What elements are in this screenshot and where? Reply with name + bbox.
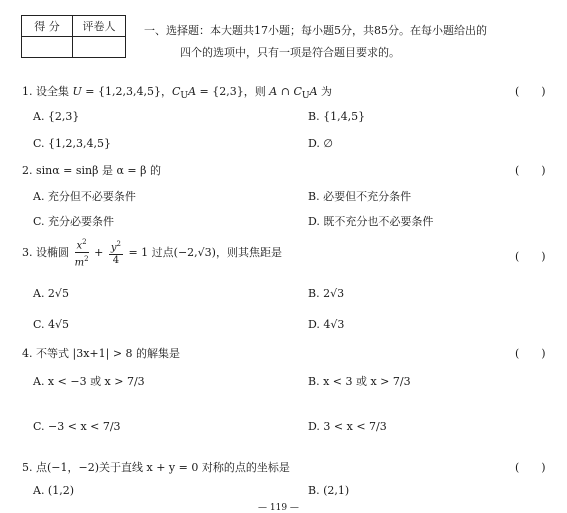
answer-paren-5: ( ) [515,461,546,474]
q2-option-b: B. 必要但不充分条件 [308,190,412,203]
q5-option-a: A. (1,2) [33,484,75,497]
q5-option-b: B. (2,1) [308,484,350,497]
q2-option-c: C. 充分必要条件 [33,215,115,228]
q4-option-d: D. 3 < x < 7/3 [308,420,387,433]
fraction-y2-4: $\frac{y^2}{4}$ [110,240,121,267]
fraction-x2-m2: $\frac{x^2}{m^2}$ [74,238,89,269]
instructions-line-1: 一、选择题：本大题共17小题；每小题5分，共85分。在每小题给出的 [144,24,487,37]
answer-paren-4: ( ) [515,347,546,360]
q2-option-d: D. 既不充分也不必要条件 [308,215,434,228]
answer-paren-3: ( ) [515,250,546,263]
q1-option-a: A. {2,3} [33,110,80,123]
answer-paren-2: ( ) [515,164,546,177]
question-5-stem: 5. 点(−1，−2)关于直线 x + y = 0 对称的点的坐标是 [22,461,290,474]
page-number: — 119 — [258,503,299,513]
question-2-stem: 2. sinα = sinβ 是 α = β 的 [22,164,161,177]
instructions-line-2: 四个的选项中，只有一项是符合题目要求的。 [180,46,400,59]
grader-cell [73,37,126,58]
q3-option-d: D. 4√3 [308,318,345,331]
q1-option-c: C. {1,2,3,4,5} [33,137,111,150]
q4-option-c: C. −3 < x < 7/3 [33,420,121,433]
question-1-stem: 1. 设全集 U = {1,2,3,4,5}，$C_UA = \{2,3\}$，则 A ∩ $C_UA$ 为 [22,85,333,102]
question-4-stem: 4. 不等式 |3x+1| > 8 的解集是 [22,347,181,360]
score-table [21,15,126,58]
q3-option-a: A. 2√5 [33,287,69,300]
q3-option-c: C. 4√5 [33,318,70,331]
q1-option-d: D. ∅ [308,137,334,150]
q4-option-b: B. x < 3 或 x > 7/3 [308,375,411,388]
q4-option-a: A. x < −3 或 x > 7/3 [33,375,145,388]
q1-option-b: B. {1,4,5} [308,110,366,123]
question-3-stem: 3. 设椭圆 $\frac{x^2}{m^2}$ + $\frac{y^2}{4}$ = 1 过点(−2,√3)，则其焦距是 [22,238,282,269]
grader-label: 评卷人 [73,16,126,37]
score-cell [22,37,73,58]
answer-paren-1: ( ) [515,85,546,98]
q2-option-a: A. 充分但不必要条件 [33,190,136,203]
score-label: 得 分 [22,16,73,37]
q3-option-b: B. 2√3 [308,287,345,300]
